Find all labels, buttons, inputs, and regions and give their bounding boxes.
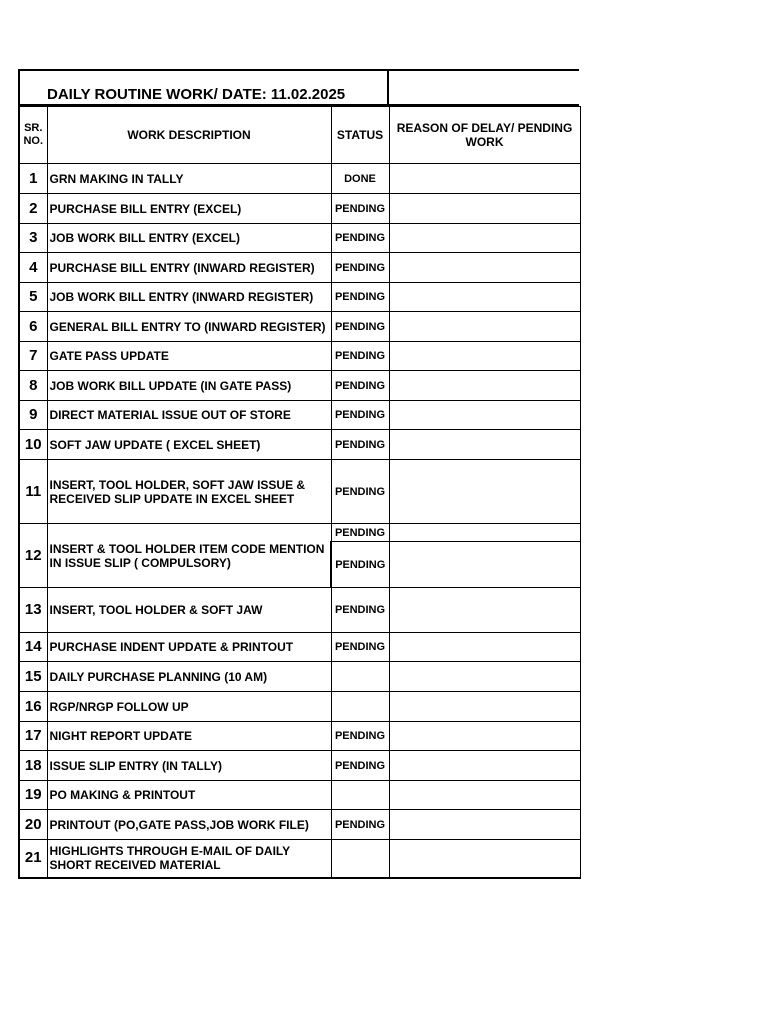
reason-cell — [389, 224, 580, 253]
reason-cell — [389, 283, 580, 312]
status-cell: PENDING — [331, 633, 389, 662]
status-cell: PENDING — [331, 430, 389, 460]
reason-cell — [389, 781, 580, 810]
description-cell: DIRECT MATERIAL ISSUE OUT OF STORE — [47, 401, 331, 430]
description-cell: JOB WORK BILL ENTRY (EXCEL) — [47, 224, 331, 253]
sr-no-cell: 4 — [19, 253, 47, 283]
sr-no-cell: 5 — [19, 283, 47, 312]
description-cell: PO MAKING & PRINTOUT — [47, 781, 331, 810]
table-row — [19, 781, 580, 810]
table-row — [19, 692, 580, 722]
description-cell: PURCHASE INDENT UPDATE & PRINTOUT — [47, 633, 331, 662]
status-cell — [331, 692, 389, 722]
reason-cell — [389, 588, 580, 633]
status-cell: PENDING — [331, 283, 389, 312]
table-row — [19, 840, 580, 878]
reason-cell — [389, 164, 580, 194]
status-cell: PENDING — [331, 224, 389, 253]
description-cell: SOFT JAW UPDATE ( EXCEL SHEET) — [47, 430, 331, 460]
sr-no-cell: 15 — [19, 662, 47, 692]
header-row — [19, 107, 580, 164]
description-cell: GATE PASS UPDATE — [47, 342, 331, 371]
status-cell: PENDING — [331, 194, 389, 224]
reason-cell — [389, 312, 580, 342]
description-cell: GRN MAKING IN TALLY — [47, 164, 331, 194]
routine-work-sheet — [18, 69, 579, 879]
table-row — [19, 524, 580, 542]
sr-no-cell: 16 — [19, 692, 47, 722]
table-row — [19, 722, 580, 751]
description-cell: PRINTOUT (PO,GATE PASS,JOB WORK FILE) — [47, 810, 331, 840]
status-cell: PENDING — [331, 253, 389, 283]
table-row — [19, 430, 580, 460]
sr-no-cell: 19 — [19, 781, 47, 810]
description-cell: NIGHT REPORT UPDATE — [47, 722, 331, 751]
table-row — [19, 164, 580, 194]
reason-cell — [389, 430, 580, 460]
description-cell: PURCHASE BILL ENTRY (EXCEL) — [47, 194, 331, 224]
description-cell: JOB WORK BILL ENTRY (INWARD REGISTER) — [47, 283, 331, 312]
table-row — [19, 401, 580, 430]
description-cell: GENERAL BILL ENTRY TO (INWARD REGISTER) — [47, 312, 331, 342]
sr-no-cell: 6 — [19, 312, 47, 342]
description-cell: ISSUE SLIP ENTRY (IN TALLY) — [47, 751, 331, 781]
reason-cell — [389, 401, 580, 430]
work-table — [18, 106, 581, 879]
reason-cell — [389, 342, 580, 371]
description-cell: INSERT, TOOL HOLDER, SOFT JAW ISSUE & RECEIVED SLIP UPDATE IN EXCEL SHEET — [47, 460, 331, 524]
status-cell: PENDING — [331, 312, 389, 342]
reason-cell — [389, 722, 580, 751]
status-cell: PENDING — [331, 810, 389, 840]
title-blank-cell — [389, 71, 579, 104]
table-row — [19, 224, 580, 253]
sr-no-cell: 18 — [19, 751, 47, 781]
table-row — [19, 283, 580, 312]
sr-no-cell: 7 — [19, 342, 47, 371]
reason-cell — [389, 810, 580, 840]
sr-no-cell: 2 — [19, 194, 47, 224]
status-cell: DONE — [331, 164, 389, 194]
status-cell: PENDING — [331, 542, 389, 588]
sheet-title: DAILY ROUTINE WORK/ DATE: 11.02.2025 — [20, 71, 389, 104]
status-cell: PENDING — [331, 751, 389, 781]
status-cell: PENDING — [331, 401, 389, 430]
table-row — [19, 633, 580, 662]
status-cell: PENDING — [331, 588, 389, 633]
title-row — [18, 69, 579, 106]
table-row — [19, 662, 580, 692]
sr-no-cell: 10 — [19, 430, 47, 460]
description-cell: INSERT, TOOL HOLDER & SOFT JAW — [47, 588, 331, 633]
status-cell: PENDING — [331, 460, 389, 524]
sr-no-cell: 9 — [19, 401, 47, 430]
description-cell: HIGHLIGHTS THROUGH E-MAIL OF DAILY SHORT RECEIVED MATERIAL — [47, 840, 331, 878]
reason-cell — [389, 633, 580, 662]
header-status: STATUS — [331, 107, 389, 164]
reason-cell — [389, 524, 580, 542]
sr-no-cell: 3 — [19, 224, 47, 253]
description-cell: INSERT & TOOL HOLDER ITEM CODE MENTION IN ISSUE SLIP ( COMPULSORY) — [47, 524, 331, 588]
status-cell: PENDING — [331, 371, 389, 401]
table-row — [19, 194, 580, 224]
sr-no-cell: 1 — [19, 164, 47, 194]
table-row — [19, 312, 580, 342]
table-row — [19, 460, 580, 524]
description-cell: DAILY PURCHASE PLANNING (10 AM) — [47, 662, 331, 692]
status-cell — [331, 781, 389, 810]
header-description: WORK DESCRIPTION — [47, 107, 331, 164]
sr-no-cell: 11 — [19, 460, 47, 524]
status-cell — [331, 840, 389, 878]
status-cell: PENDING — [331, 524, 389, 542]
status-cell: PENDING — [331, 722, 389, 751]
reason-cell — [389, 253, 580, 283]
header-sr-no: SR. NO. — [19, 107, 47, 164]
sr-no-cell: 8 — [19, 371, 47, 401]
sr-no-cell: 21 — [19, 840, 47, 878]
table-row — [19, 810, 580, 840]
table-row — [19, 371, 580, 401]
description-cell: RGP/NRGP FOLLOW UP — [47, 692, 331, 722]
reason-cell — [389, 460, 580, 524]
reason-cell — [389, 371, 580, 401]
description-cell: PURCHASE BILL ENTRY (INWARD REGISTER) — [47, 253, 331, 283]
sr-no-cell: 20 — [19, 810, 47, 840]
table-row — [19, 253, 580, 283]
table-row — [19, 342, 580, 371]
reason-cell — [389, 662, 580, 692]
header-reason: REASON OF DELAY/ PENDING WORK — [389, 107, 580, 164]
table-row — [19, 588, 580, 633]
sr-no-cell: 14 — [19, 633, 47, 662]
sr-no-cell: 13 — [19, 588, 47, 633]
sr-no-cell: 17 — [19, 722, 47, 751]
description-cell: JOB WORK BILL UPDATE (IN GATE PASS) — [47, 371, 331, 401]
table-row — [19, 751, 580, 781]
status-cell — [331, 662, 389, 692]
sr-no-cell: 12 — [19, 524, 47, 588]
reason-cell — [389, 194, 580, 224]
reason-cell — [389, 692, 580, 722]
reason-cell — [389, 751, 580, 781]
status-cell: PENDING — [331, 342, 389, 371]
reason-cell — [389, 542, 580, 588]
reason-cell — [389, 840, 580, 878]
